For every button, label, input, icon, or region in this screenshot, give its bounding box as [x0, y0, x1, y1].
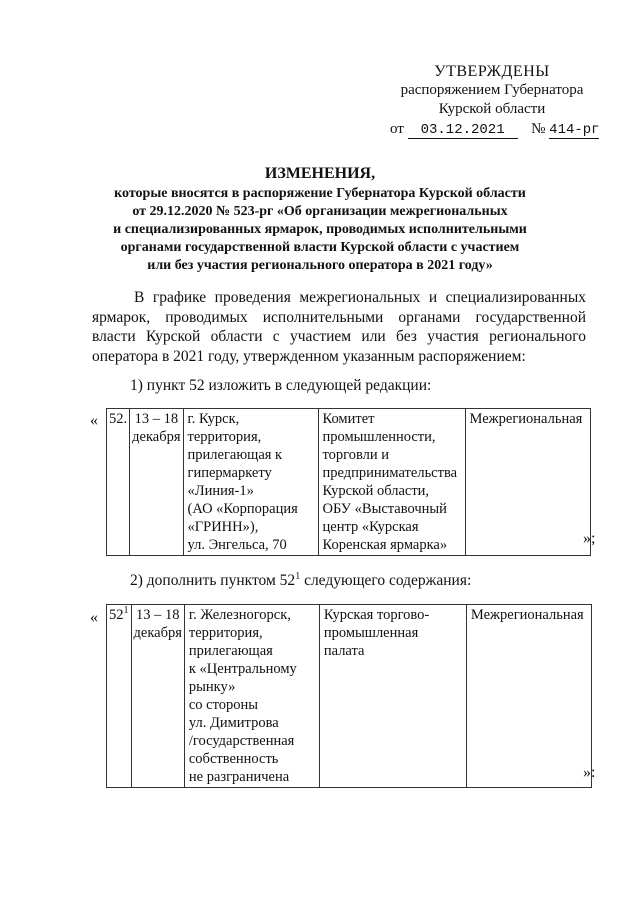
date-prefix: от	[390, 121, 404, 137]
row2-quote-close: »:	[583, 764, 596, 781]
heading-line: органами государственной власти Курской области с участием	[120, 240, 520, 255]
item-1: 1) пункт 52 изложить в следующей редакции:	[130, 377, 432, 394]
approval-number: 414-рг	[549, 122, 600, 138]
row1-date: 13 – 18 декабря	[130, 409, 183, 556]
row1-place: г. Курск, территория, прилегающая к гипермаркету «Линия-1» (АО «Корпорация «ГРИНН»), ул. Энгельса, 70	[183, 409, 318, 556]
table-row	[107, 409, 591, 556]
row1-type: Межрегиональная	[465, 409, 590, 556]
row1-organizer: Комитет промышленности, торговли и предпринимательства Курской области, ОБУ «Выставочный центр «Курская Коренская ярмарка»	[318, 409, 465, 556]
row2-organizer: Курская торгово- промышленная палата	[319, 605, 466, 788]
row2-type: Межрегиональная	[466, 605, 591, 788]
row1-table	[106, 408, 591, 556]
approval-date: 03.12.2021	[408, 123, 518, 139]
approval-block	[382, 62, 602, 139]
heading-line: или без участия регионального оператора в 2021 году»	[147, 258, 493, 273]
table-row	[107, 605, 592, 788]
row1-quote-open: «	[90, 412, 98, 429]
row1-quote-close: »;	[583, 530, 596, 547]
item-2: 2) дополнить пунктом $52^1$ следующего содержания:	[130, 570, 472, 589]
row1-num: 52.	[107, 409, 130, 556]
item2-sup: 1	[295, 570, 301, 582]
row2-num: $52^1$	[107, 605, 132, 788]
heading-line: которые вносятся в распоряжение Губернатора Курской области	[114, 186, 526, 201]
intro-paragraph	[92, 288, 586, 366]
intro-text: В графике проведения межрегиональных и специализированных ярмарок, проводимых исполнительными органами государственной власти Курской области с участием или без участия регионального оператора в 2021 году, утвержденном указанным распоряжением:	[92, 289, 586, 365]
approval-line-1: распоряжением Губернатора	[400, 82, 584, 98]
approval-word: УТВЕРЖДЕНЫ	[434, 63, 550, 80]
number-prefix: №	[531, 121, 546, 137]
row2-place: г. Железногорск, территория, прилегающая к «Центральному рынку» со стороны ул. Димитрова /государственная собственность не разграничена	[184, 605, 319, 788]
heading-line: от 29.12.2020 № 523-рг «Об организации межрегиональных	[132, 204, 508, 219]
approval-line-2: Курской области	[438, 101, 546, 117]
heading-title: ИЗМЕНЕНИЯ,	[264, 165, 376, 182]
row2-quote-open: «	[90, 609, 98, 626]
heading-line: и специализированных ярмарок, проводимых исполнительными	[113, 222, 527, 237]
row2-date: 13 – 18 декабря	[131, 605, 184, 788]
row2-table	[106, 604, 592, 788]
approval-date-row	[382, 120, 602, 139]
document-heading	[60, 165, 580, 275]
